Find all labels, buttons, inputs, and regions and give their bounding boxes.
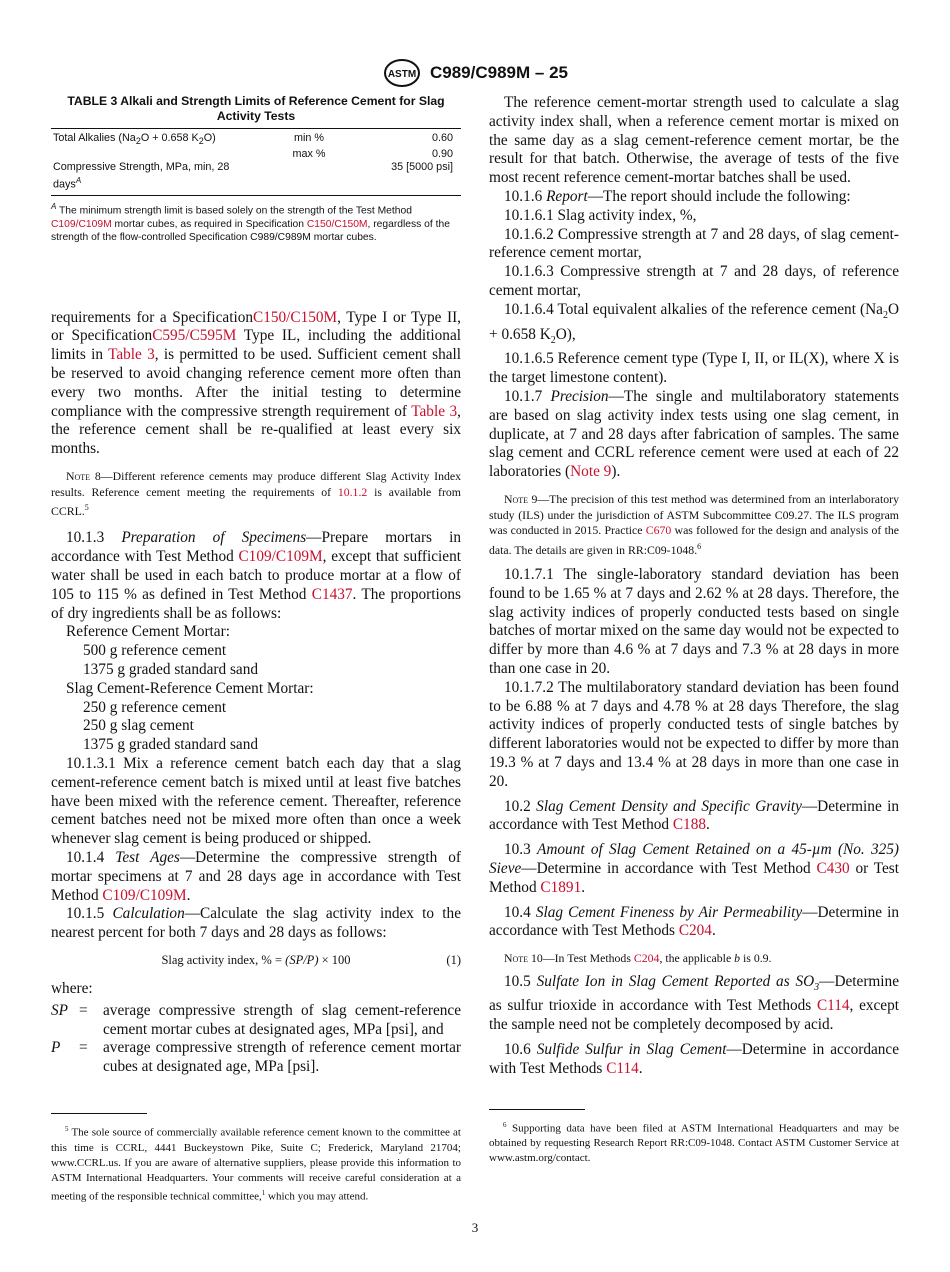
left-column [51, 94, 461, 1204]
list-item: 1375 g graded standard sand [83, 736, 259, 754]
footnote-5: $^5$ The sole source of commercially available reference cement known to the committee at this time is CCRL, 4441 Buckeystown Pike, Suite C; Frederick, Maryland 21704; www.CCRL.us. If you are aware of alternative suppliers, please provide this information to ASTM International Headquarters. Your comments will receive careful consideration at a meeting of the responsible technical committee,$^1$ which you may attend. [51, 1124, 461, 1203]
document-designation: C989/C989M – 25 [430, 63, 568, 82]
where-label: where: [51, 980, 93, 997]
link-c1437[interactable]: C1437 [311, 585, 353, 603]
paragraph-reference-mortar-strength: The reference cement-mortar strength used to calculate a slag activity index shall, when a reference cement mortar is mixed on the same day as a slag cement-reference cement mortar, be the result for that batch. Otherwise, the average of tests of the five most recent reference cement-mortar batches shall be used. [489, 94, 899, 187]
note-9: Note 9—The precision of this test method was determined from an interlaboratory study (ILS) under the jurisdiction of ASTM Subcommittee C09.27. The ILS program was conducted in 2015. Practice C670 was followed for the design and analysis of the data. The details are given in RR:C09-1048.$^6$ [489, 492, 899, 557]
section-10-1-4: 10.1.4 Test Ages—Determine the compressive strength of mortar specimens at 7 and 28 days age in accordance with Test Method C109/C109M. [51, 849, 462, 904]
table-cell-unit: min % [262, 129, 356, 149]
astm-logo [382, 58, 422, 88]
section-10-1-6: 10.1.6 Report—The report should include the following: [504, 187, 851, 205]
link-c204[interactable]: C204 [678, 922, 712, 940]
link-10-1-2[interactable]: 10.1.2 [337, 484, 368, 499]
link-note-9[interactable]: Note 9 [570, 463, 612, 481]
mix-slag-title: Slag Cement-Reference Cement Mortar: [66, 679, 314, 697]
table-3-title: TABLE 3 Alkali and Strength Limits of Reference Cement for Slag Activity Tests [67, 94, 445, 123]
section-10-1-3-1: 10.1.3.1 Mix a reference cement batch each day that a slag cement-reference cement batch is mixed until at least five batches have been mixed with the reference cement. Thereafter, reference cement batches need not be mixed more often than once a week whenever slag cement is being produced or shipped. [51, 755, 461, 848]
section-10-1-7-2: 10.1.7.2 The multilaboratory standard deviation has been found to be 6.88 % at 7 days and 4.78 % at 28 days Therefore, the slag activity indices of properly conducted tests of single batches by different laboratories would not be expected to differ by more than 19.3 % at 7 days and 13.4 % at 28 days in more than one case in 20. [489, 678, 899, 790]
section-10-3: 10.3 Amount of Slag Cement Retained on a 45-µm (No. 325) Sieve—Determine in accordance with Test Method C430 or Test Method C1891. [489, 841, 899, 896]
link-table-3[interactable]: Table 3 [411, 402, 458, 420]
list-item: 250 g slag cement [83, 717, 194, 735]
table-cell-value: 35 [5000 psi] [356, 161, 461, 195]
link-c430[interactable]: C430 [816, 859, 850, 877]
section-10-1-6-1: 10.1.6.1 Slag activity index, %, [504, 206, 697, 224]
table-row [51, 161, 461, 195]
section-10-1-6-4: 10.1.6.4 Total equivalent alkalies of the reference cement ($Na_2O + 0.658$ $K_2O$), [489, 300, 899, 346]
table-cell-unit [262, 161, 356, 195]
section-10-1-5: 10.1.5 Calculation—Calculate the slag activity index to the nearest percent for both 7 days and 28 days as follows: [51, 905, 461, 942]
table-cell-value: 0.90 [431, 148, 453, 161]
definition-p: P = average compressive strength of reference cement mortar cubes at designated age, MPa [psi]. [51, 1039, 461, 1076]
link-c109[interactable]: C109/C109M [51, 218, 112, 230]
section-10-2: 10.2 Slag Cement Density and Specific Gravity—Determine in accordance with Test Method C188. [489, 797, 900, 834]
link-c150[interactable]: C150/C150M [306, 218, 368, 230]
footnote-rule [51, 1113, 147, 1114]
table-cell-value: 0.60 [356, 129, 461, 149]
table-3-footnote: $^A$ The minimum strength limit is based solely on the strength of the Test Method C109/C109M mortar cubes, as required in Specification C150/C150M, regardless of the strength of the flow-controlled Specification C989/C989M mortar cubes. [51, 201, 450, 244]
link-c1891[interactable]: C1891 [540, 878, 582, 896]
link-table-3[interactable]: Table 3 [108, 346, 155, 364]
link-c109[interactable]: C109/C109M [238, 548, 323, 566]
note-10: Note 10—In Test Methods C204, the applicable b is 0.9. [504, 951, 772, 966]
page-header [0, 58, 950, 88]
paragraph-reference-cement-requirements: requirements for a SpecificationC150/C150M, Type I or Type II, or SpecificationC595/C595M Type IL, including the additional limits in Table 3, is permitted to be used. Sufficient cement shall be reserved to avoid changing reference cement more often than every two months. After the initial testing to determine compliance with the compressive strength requirement of Table 3, the reference cement shall be re-qualified at least every six months. [51, 308, 462, 458]
link-c670[interactable]: C670 [645, 523, 672, 538]
list-item: 500 g reference cement [83, 642, 227, 660]
section-10-4: 10.4 Slag Cement Fineness by Air Permeability—Determine in accordance with Test Methods C204. [489, 903, 900, 940]
link-c188[interactable]: C188 [672, 816, 707, 834]
right-column [489, 94, 899, 1166]
list-item: 1375 g graded standard sand [83, 661, 259, 679]
table-row [51, 129, 461, 149]
footnote-rule [489, 1109, 585, 1110]
section-10-1-6-2: 10.1.6.2 Compressive strength at 7 and 28 days, of slag cement-reference cement mortar, [489, 225, 899, 262]
definition-sp: SP = average compressive strength of slag cement-reference cement mortar cubes at designated ages, MPa [psi], and [51, 1001, 461, 1038]
formula-slag-activity-index: Slag activity index, % = (SP/P) × 100 (1) [161, 953, 461, 967]
section-10-1-3: 10.1.3 Preparation of Specimens—Prepare mortars in accordance with Test Method C109/C109M, except that sufficient water shall be used in each batch to produce mortar at a flow of 105 to 115 % as defined in Test Method C1437. The proportions of dry ingredients shall be as follows: [51, 529, 462, 622]
link-c114[interactable]: C114 [606, 1059, 639, 1077]
section-10-5: 10.5 Sulfate Ion in Slag Cement Reported as $SO_3—Determine$ as sulfur trioxide in accordance with Test Methods C114, except the sample need not be completely decomposed by acid. [489, 972, 899, 1034]
table-3 [51, 128, 461, 196]
link-c150[interactable]: C150/C150M [253, 308, 338, 326]
footnote-6: $^6$ Supporting data have been filed at ASTM International Headquarters and may be obtained by requesting Research Report RR:C09-1048. Contact ASTM Customer Service at www.astm.org/contact. [489, 1120, 899, 1165]
table-cell-unit: max % [292, 148, 326, 161]
table-cell-label: Total Alkalies ($Na_2O + 0.658$ $K_2O$) [51, 129, 262, 149]
section-10-6: 10.6 Sulfide Sulfur in Slag Cement—Determine in accordance with Test Methods C114. [489, 1041, 899, 1077]
svg-text:ASTM: ASTM [387, 69, 417, 80]
table-row [51, 148, 461, 161]
link-c109[interactable]: C109/C109M [102, 886, 187, 904]
page-number: 3 [471, 1220, 479, 1235]
link-c114[interactable]: C114 [816, 997, 850, 1015]
equation-number: (1) [446, 953, 461, 967]
note-8: Note 8—Different reference cements may produce different Slag Activity Index results. Reference cement meeting the requirements of 10.1.2 is available from CCRL.$^5$ [51, 469, 461, 518]
section-10-1-7: 10.1.7 Precision—The single and multilaboratory statements are based on slag activity index tests using one slag cement, in duplicate, at 7 and 28 days after fabrication of samples. The same slag cement and CCRL reference cement were used at each of 22 laboratories (Note 9). [489, 388, 899, 481]
table-cell-label: Compressive Strength, MPa, min, 28 days$^A$ [51, 161, 262, 195]
mix-reference-title: Reference Cement Mortar: [66, 623, 230, 641]
link-c595[interactable]: C595/C595M [152, 327, 237, 345]
section-10-1-6-3: 10.1.6.3 Compressive strength at 7 and 28 days, of reference cement mortar, [489, 263, 899, 299]
link-c204[interactable]: C204 [633, 951, 660, 966]
section-10-1-7-1: 10.1.7.1 The single-laboratory standard deviation has been found to be 1.65 % at 7 days and 2.62 % at 28 days. Therefore, the slag activity indices of properly conducted tests based on single batches of mortar mixed on the same day would not be expected to differ by more than 4.6 % at 7 days and 7.3 % at 28 days in more than one case in 20. [489, 565, 899, 677]
section-10-1-6-5: 10.1.6.5 Reference cement type (Type I, II, or IL(X), where X is the target limestone content). [489, 350, 899, 387]
list-item: 250 g reference cement [83, 698, 227, 716]
